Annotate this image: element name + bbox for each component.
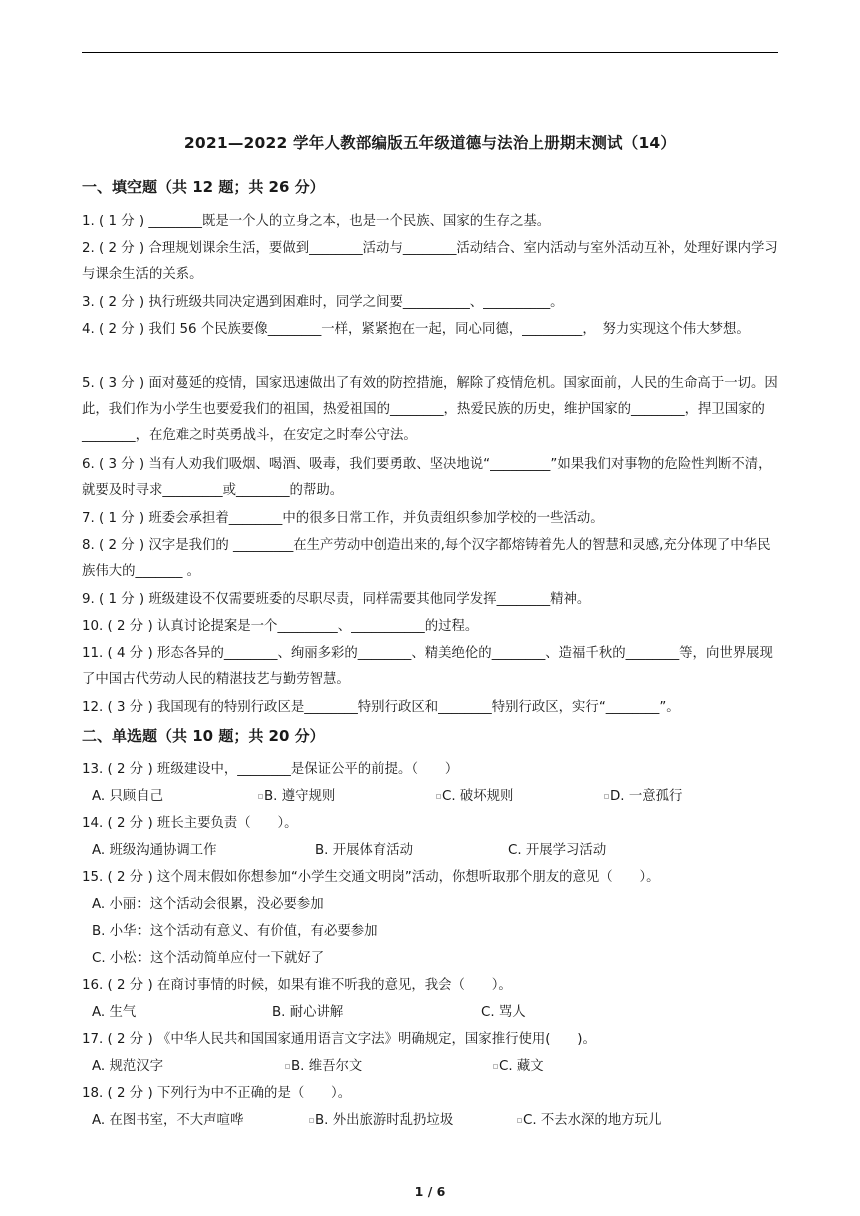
section-heading-choice: 二、单选题（共 10 题；共 20 分）: [82, 727, 325, 745]
option-marker-icon: [436, 794, 441, 799]
option-a[interactable]: A. 在图书室，不大声喧哗: [92, 1113, 244, 1128]
question-17: 17. ( 2 分 ) 《中华人民共和国国家通用语言文字法》明确规定，国家推行使用( )。: [82, 1032, 596, 1047]
question-8: 8. ( 2 分 ) 汉字是我们的 _________在生产劳动中创造出来的,每个汉字都熔铸着先人的智慧和灵感,充分体现了中华民族伟大的_______ 。: [82, 538, 771, 579]
option-a[interactable]: A. 班级沟通协调工作: [92, 843, 217, 858]
option-c[interactable]: C. 骂人: [481, 1005, 526, 1020]
option-b[interactable]: B. 小华：这个活动有意义、有价值，有必要参加: [92, 924, 378, 939]
option-b[interactable]: B. 耐心讲解: [272, 1005, 344, 1020]
option-c[interactable]: C. 开展学习活动: [508, 843, 607, 858]
option-b[interactable]: B. 外出旅游时乱扔垃圾: [309, 1111, 453, 1131]
page-number: 1 / 6: [414, 1184, 446, 1199]
option-b[interactable]: B. 遵守规则: [258, 787, 335, 807]
question-6: 6. ( 3 分 ) 当有人劝我们吸烟、喝酒、吸毒，我们要勇敢、坚决地说“_________”如果我们对事物的危险性判断不清，就要及时寻求_________或________的帮助。: [82, 457, 772, 498]
question-7: 7. ( 1 分 ) 班委会承担着________中的很多日常工作，并负责组织参加学校的一些活动。: [82, 511, 604, 526]
option-c[interactable]: C. 藏文: [493, 1057, 544, 1077]
option-marker-icon: [517, 1118, 522, 1123]
question-10: 10. ( 2 分 ) 认真讨论提案是一个_________、___________的过程。: [82, 619, 479, 634]
question-14: 14. ( 2 分 ) 班长主要负责（ ）。: [82, 816, 298, 831]
question-1: 1. ( 1 分 ) ________既是一个人的立身之本，也是一个民族、国家的生存之基。: [82, 214, 551, 229]
option-marker-icon: [309, 1118, 314, 1123]
option-a[interactable]: A. 小丽：这个活动会很累，没必要参加: [92, 897, 324, 912]
question-18: 18. ( 2 分 ) 下列行为中不正确的是（ ）。: [82, 1086, 352, 1101]
option-marker-icon: [604, 794, 609, 799]
option-marker-icon: [493, 1064, 498, 1069]
option-marker-icon: [285, 1064, 290, 1069]
option-a[interactable]: A. 规范汉字: [92, 1059, 163, 1074]
question-13: 13. ( 2 分 ) 班级建设中，________是保证公平的前提。（ ）: [82, 762, 459, 777]
option-a[interactable]: A. 生气: [92, 1005, 137, 1020]
option-c[interactable]: C. 不去水深的地方玩儿: [517, 1111, 661, 1131]
question-9: 9. ( 1 分 ) 班级建设不仅需要班委的尽职尽责，同样需要其他同学发挥________精神。: [82, 592, 591, 607]
option-marker-icon: [258, 794, 263, 799]
top-rule: [82, 52, 778, 53]
option-a[interactable]: A. 只顾自己: [92, 789, 163, 804]
page-title: 2021—2022 学年人教部编版五年级道德与法治上册期末测试（14）: [183, 134, 677, 152]
question-5: 5. ( 3 分 ) 面对蔓延的疫情，国家迅速做出了有效的防控措施，解除了疫情危机。国家面前，人民的生命高于一切。因此，我们作为小学生也要爱我们的祖国，热爱祖国的________，热爱民族的历史，维护国家的________，捍卫国家的________，在危难之时英勇战斗，在安定之时奉公守法。: [82, 376, 778, 443]
section-heading-fill: 一、填空题（共 12 题；共 26 分）: [82, 178, 325, 196]
question-12: 12. ( 3 分 ) 我国现有的特别行政区是________特别行政区和________特别行政区，实行“________”。: [82, 700, 680, 715]
option-d[interactable]: D. 一意孤行: [604, 787, 682, 807]
question-11: 11. ( 4 分 ) 形态各异的________、绚丽多彩的________、精美绝伦的________、造福千秋的________等，向世界展现了中国古代劳动人民的精湛技艺与勤劳智慧。: [82, 646, 773, 687]
option-c[interactable]: C. 小松：这个活动简单应付一下就好了: [92, 951, 325, 966]
question-15: 15. ( 2 分 ) 这个周末假如你想参加“小学生交通文明岗”活动，你想听取那个朋友的意见（ ）。: [82, 870, 660, 885]
question-2: 2. ( 2 分 ) 合理规划课余生活，要做到________活动与________活动结合、室内活动与室外活动互补，处理好课内学习与课余生活的关系。: [82, 241, 778, 282]
option-b[interactable]: B. 维吾尔文: [285, 1057, 362, 1077]
option-b[interactable]: B. 开展体育活动: [315, 843, 414, 858]
question-16: 16. ( 2 分 ) 在商讨事情的时候，如果有谁不听我的意见，我会（ ）。: [82, 978, 512, 993]
question-4: 4. ( 2 分 ) 我们 56 个民族要像________一样，紧紧抱在一起，同心同德，_________， 努力实现这个伟大梦想。: [82, 322, 750, 337]
option-c[interactable]: C. 破坏规则: [436, 787, 513, 807]
question-3: 3. ( 2 分 ) 执行班级共同决定遇到困难时，同学之间要__________、__________。: [82, 295, 564, 310]
